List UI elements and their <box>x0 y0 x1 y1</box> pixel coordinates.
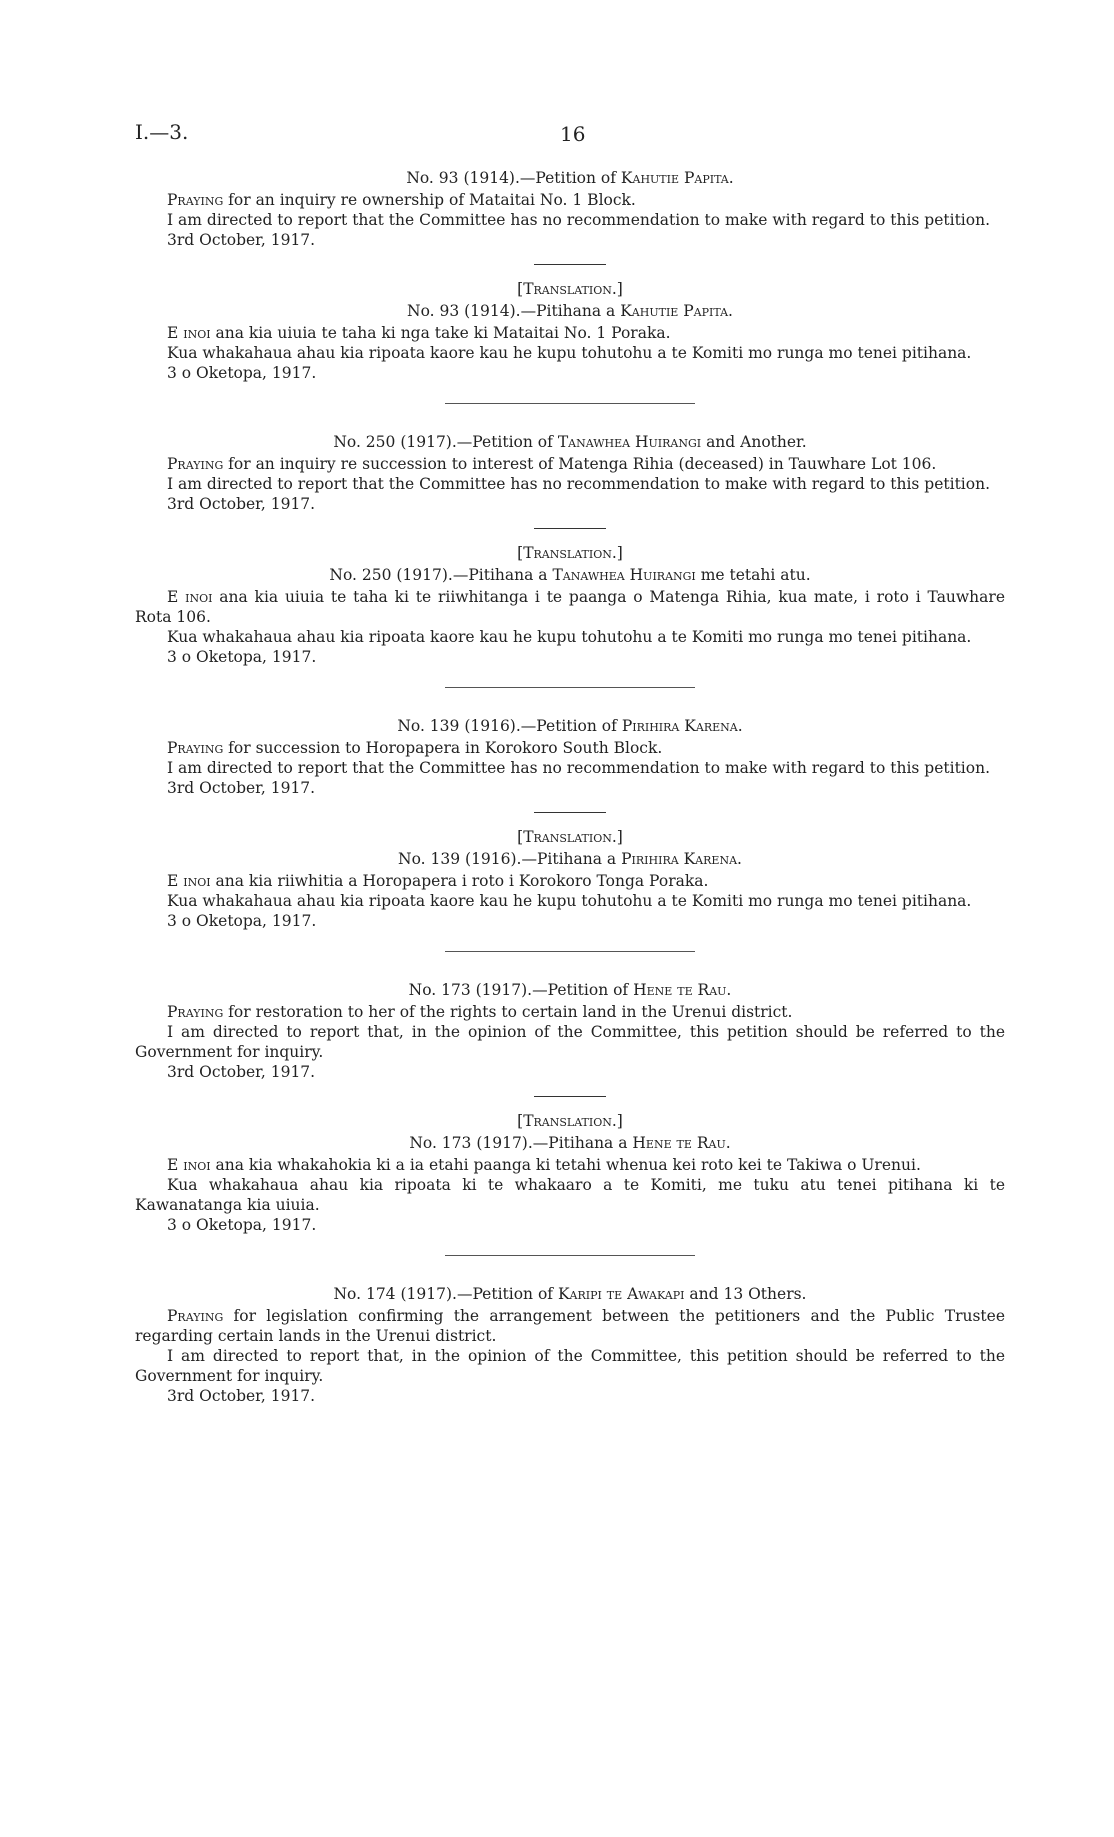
petition-section <box>135 432 1005 688</box>
petition-date: 3rd October, 1917. <box>167 1387 316 1405</box>
petition-report: I am directed to report that, in the opinion of the Committee, this petition should be referred to the Government for inquiry. <box>135 1023 1005 1061</box>
petition-report: I am directed to report that the Committee has no recommendation to make with regard to this petition. <box>167 211 991 229</box>
translation-title: No. 139 (1916).—Pitihana a Pirihira Karena. <box>398 850 742 868</box>
translation-label: [Translation.] <box>517 1112 623 1130</box>
translation-report: Kua whakahaua ahau kia ripoata ki te whakaaro a te Komiti, me tuku atu tenei pitihana ki te Kawanatanga kia uiuia. <box>135 1176 1005 1214</box>
petition-date: 3rd October, 1917. <box>167 1063 316 1081</box>
translation-prayer: E inoi ana kia uiuia te taha ki te riiwhitanga i te paanga o Matenga Rihia, kua mate, i roto i Tauwhare Rota 106. <box>135 588 1005 626</box>
petition-report: I am directed to report that, in the opinion of the Committee, this petition should be referred to the Government for inquiry. <box>135 1347 1005 1385</box>
translation-report: Kua whakahaua ahau kia ripoata kaore kau he kupu tohutohu a te Komiti mo runga mo tenei pitihana. <box>167 628 972 646</box>
translation-prayer: E inoi ana kia riiwhitia a Horopapera i roto i Korokoro Tonga Poraka. <box>167 872 709 890</box>
petition-section <box>135 168 1005 404</box>
petition-prayer: Praying for legislation confirming the arrangement between the petitioners and the Public Trustee regarding certain lands in the Urenui district. <box>135 1307 1005 1345</box>
petitioner-name: Pirihira Karena <box>621 717 738 735</box>
translation-title: No. 250 (1917).—Pitihana a Tanawhea Huirangi me tetahi atu. <box>329 566 811 584</box>
translation-prayer: E inoi ana kia whakahokia ki a ia etahi paanga ki tetahi whenua kei roto kei te Takiwa o Urenui. <box>167 1156 921 1174</box>
petition-title: No. 173 (1917).—Petition of Hene te Rau. <box>408 981 732 999</box>
petition-title: No. 174 (1917).—Petition of Karipi te Awakapi and 13 Others. <box>333 1285 807 1303</box>
petition-report: I am directed to report that the Committee has no recommendation to make with regard to this petition. <box>167 759 991 777</box>
petition-section <box>135 716 1005 952</box>
petitioner-name: Kahutie Papita <box>620 169 729 187</box>
petition-date: 3rd October, 1917. <box>167 231 316 249</box>
petition-prayer: Praying for succession to Horopapera in Korokoro South Block. <box>167 739 663 757</box>
petition-prayer: Praying for restoration to her of the rights to certain land in the Urenui district. <box>167 1003 793 1021</box>
translation-label: [Translation.] <box>517 544 623 562</box>
page-number: 16 <box>560 122 586 146</box>
section-divider <box>445 1255 695 1256</box>
document-reference: I.—3. <box>135 120 189 144</box>
petitioner-name: Hene te Rau <box>633 981 727 999</box>
petition-section <box>135 1284 1005 1406</box>
translation-label: [Translation.] <box>517 828 623 846</box>
translation-label: [Translation.] <box>517 280 623 298</box>
translation-report: Kua whakahaua ahau kia ripoata kaore kau he kupu tohutohu a te Komiti mo runga mo tenei pitihana. <box>167 344 972 362</box>
section-divider <box>445 687 695 688</box>
translation-prayer: E inoi ana kia uiuia te taha ki nga take ki Mataitai No. 1 Poraka. <box>167 324 671 342</box>
short-divider <box>534 1096 606 1097</box>
petition-date: 3rd October, 1917. <box>167 779 316 797</box>
translation-date: 3 o Oketopa, 1917. <box>167 364 317 382</box>
translation-title: No. 173 (1917).—Pitihana a Hene te Rau. <box>409 1134 731 1152</box>
petitioner-name: Karipi te Awakapi <box>557 1285 685 1303</box>
petition-title: No. 139 (1916).—Petition of Pirihira Karena. <box>397 717 743 735</box>
petition-prayer: Praying for an inquiry re succession to interest of Matenga Rihia (deceased) in Tauwhare Lot 106. <box>167 455 937 473</box>
petition-section <box>135 980 1005 1256</box>
short-divider <box>534 812 606 813</box>
short-divider <box>534 264 606 265</box>
petition-date: 3rd October, 1917. <box>167 495 316 513</box>
petition-report: I am directed to report that the Committee has no recommendation to make with regard to this petition. <box>167 475 991 493</box>
short-divider <box>534 528 606 529</box>
section-divider <box>445 951 695 952</box>
translation-report: Kua whakahaua ahau kia ripoata kaore kau he kupu tohutohu a te Komiti mo runga mo tenei pitihana. <box>167 892 972 910</box>
petition-title: No. 250 (1917).—Petition of Tanawhea Huirangi and Another. <box>333 433 807 451</box>
translation-title: No. 93 (1914).—Pitihana a Kahutie Papita. <box>407 302 733 320</box>
translation-date: 3 o Oketopa, 1917. <box>167 912 317 930</box>
petition-title: No. 93 (1914).—Petition of Kahutie Papita. <box>406 169 734 187</box>
translation-date: 3 o Oketopa, 1917. <box>167 648 317 666</box>
section-divider <box>445 403 695 404</box>
document-body <box>135 168 1005 1406</box>
translation-date: 3 o Oketopa, 1917. <box>167 1216 317 1234</box>
petitioner-name: Tanawhea Huirangi <box>557 433 702 451</box>
petition-prayer: Praying for an inquiry re ownership of Mataitai No. 1 Block. <box>167 191 636 209</box>
